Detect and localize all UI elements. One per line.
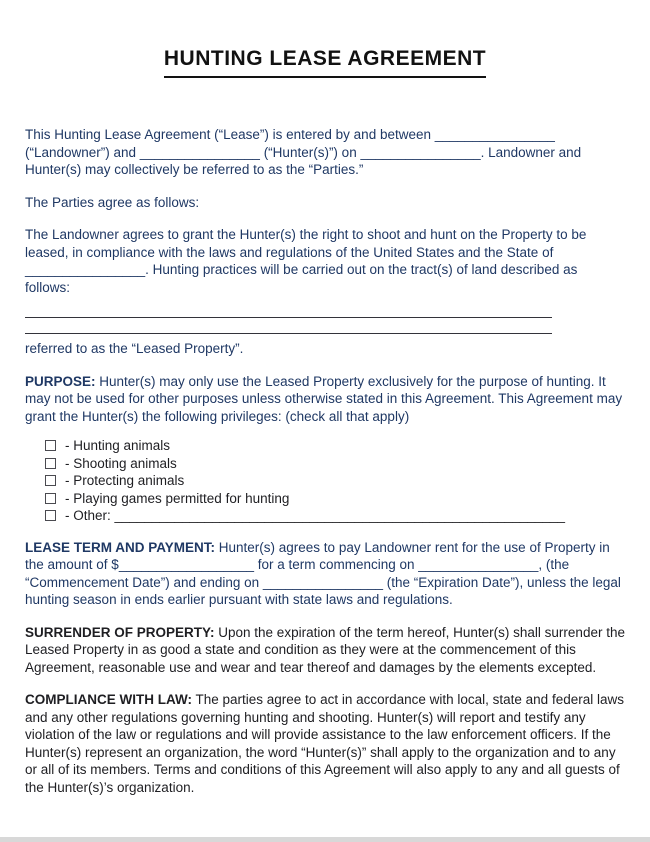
checkbox-shooting-animals[interactable]	[45, 458, 56, 469]
privilege-label: - Playing games permitted for hunting	[65, 490, 290, 506]
privilege-item-playing-games	[45, 490, 625, 508]
property-description-blank-line-2	[25, 318, 552, 334]
grant-paragraph: The Landowner agrees to grant the Hunter(s) the right to shoot and hunt on the Property to be leased, in compliance with the laws and regulations of the United States and the State of ________________. Hunting practices will be carried out on the tract(s) of land described as follows:	[25, 227, 587, 295]
purpose-section	[25, 373, 625, 426]
privilege-label: - Hunting animals	[65, 438, 171, 453]
checkbox-playing-games[interactable]	[45, 493, 56, 504]
leased-property-line: referred to as the “Leased Property”.	[25, 341, 244, 356]
surrender-section	[25, 624, 625, 677]
surrender-heading: SURRENDER OF PROPERTY:	[25, 624, 215, 640]
checkbox-other[interactable]	[45, 510, 56, 521]
parties-agree-line: The Parties agree as follows:	[25, 194, 200, 210]
privilege-item-protecting-animals	[45, 472, 625, 490]
lease-term-section	[25, 539, 625, 609]
document-title	[25, 36, 625, 78]
compliance-body: The parties agree to act in accordance with local, state and federal laws and any other regulations governing hunting and shooting. Hunter(s) will report and testify any violation of the law or regulations and will provide assistance to the law enforcement officers. If the Hunter(s) represent an organization, the word “Hunter(s)” shall apply to the organization and to any or all of its members. Terms and conditions of this Agreement will also apply to any and all guests of the Hunter(s)’s organization.	[25, 692, 624, 795]
compliance-section	[25, 691, 625, 796]
privilege-label: - Shooting animals	[65, 455, 177, 471]
privilege-item-shooting-animals	[45, 455, 625, 473]
privilege-label: - Other: ____________________________________________________________	[65, 508, 565, 523]
page-bottom-edge	[0, 837, 650, 842]
lease-term-heading: LEASE TERM AND PAYMENT:	[25, 539, 216, 555]
lease-term-body: Hunter(s) agrees to pay Landowner rent for the use of Property in the amount of $__________________ for a term commencing on ________________, (the “Commencement Date”) and ending on ________________ (the “Expiration Date”), unless the legal hunting season in ends earlier pursuant with state laws and regulations.	[25, 539, 621, 607]
document-title-text: HUNTING LEASE AGREEMENT	[164, 47, 486, 78]
intro-paragraph: This Hunting Lease Agreement (“Lease”) is entered by and between ________________ (“Landowner”) and ________________ (“Hunter(s)”) on ________________. Landowner and Hunter(s) may collectively be referred to as the “Parties.”	[25, 127, 582, 177]
purpose-heading: PURPOSE:	[25, 373, 96, 389]
checkbox-hunting-animals[interactable]	[45, 440, 56, 451]
surrender-body: Upon the expiration of the term hereof, Hunter(s) shall surrender the Leased Property in as good a state and condition as they were at the commencement of this Agreement, reasonable use and wear and tear thereof and damages by the elements excepted.	[25, 624, 625, 675]
privilege-item-other	[45, 507, 625, 525]
privilege-item-hunting-animals	[45, 437, 625, 455]
checkbox-protecting-animals[interactable]	[45, 475, 56, 486]
privilege-label: - Protecting animals	[65, 473, 185, 488]
property-description-blank-line-1	[25, 302, 552, 318]
privileges-checklist	[45, 437, 625, 525]
compliance-heading: COMPLIANCE WITH LAW:	[25, 692, 192, 707]
purpose-body: Hunter(s) may only use the Leased Property exclusively for the purpose of hunting. It may not be used for other purposes unless otherwise stated in this Agreement. This Agreement may grant the Hunter(s) the following privileges: (check all that apply)	[25, 373, 623, 424]
